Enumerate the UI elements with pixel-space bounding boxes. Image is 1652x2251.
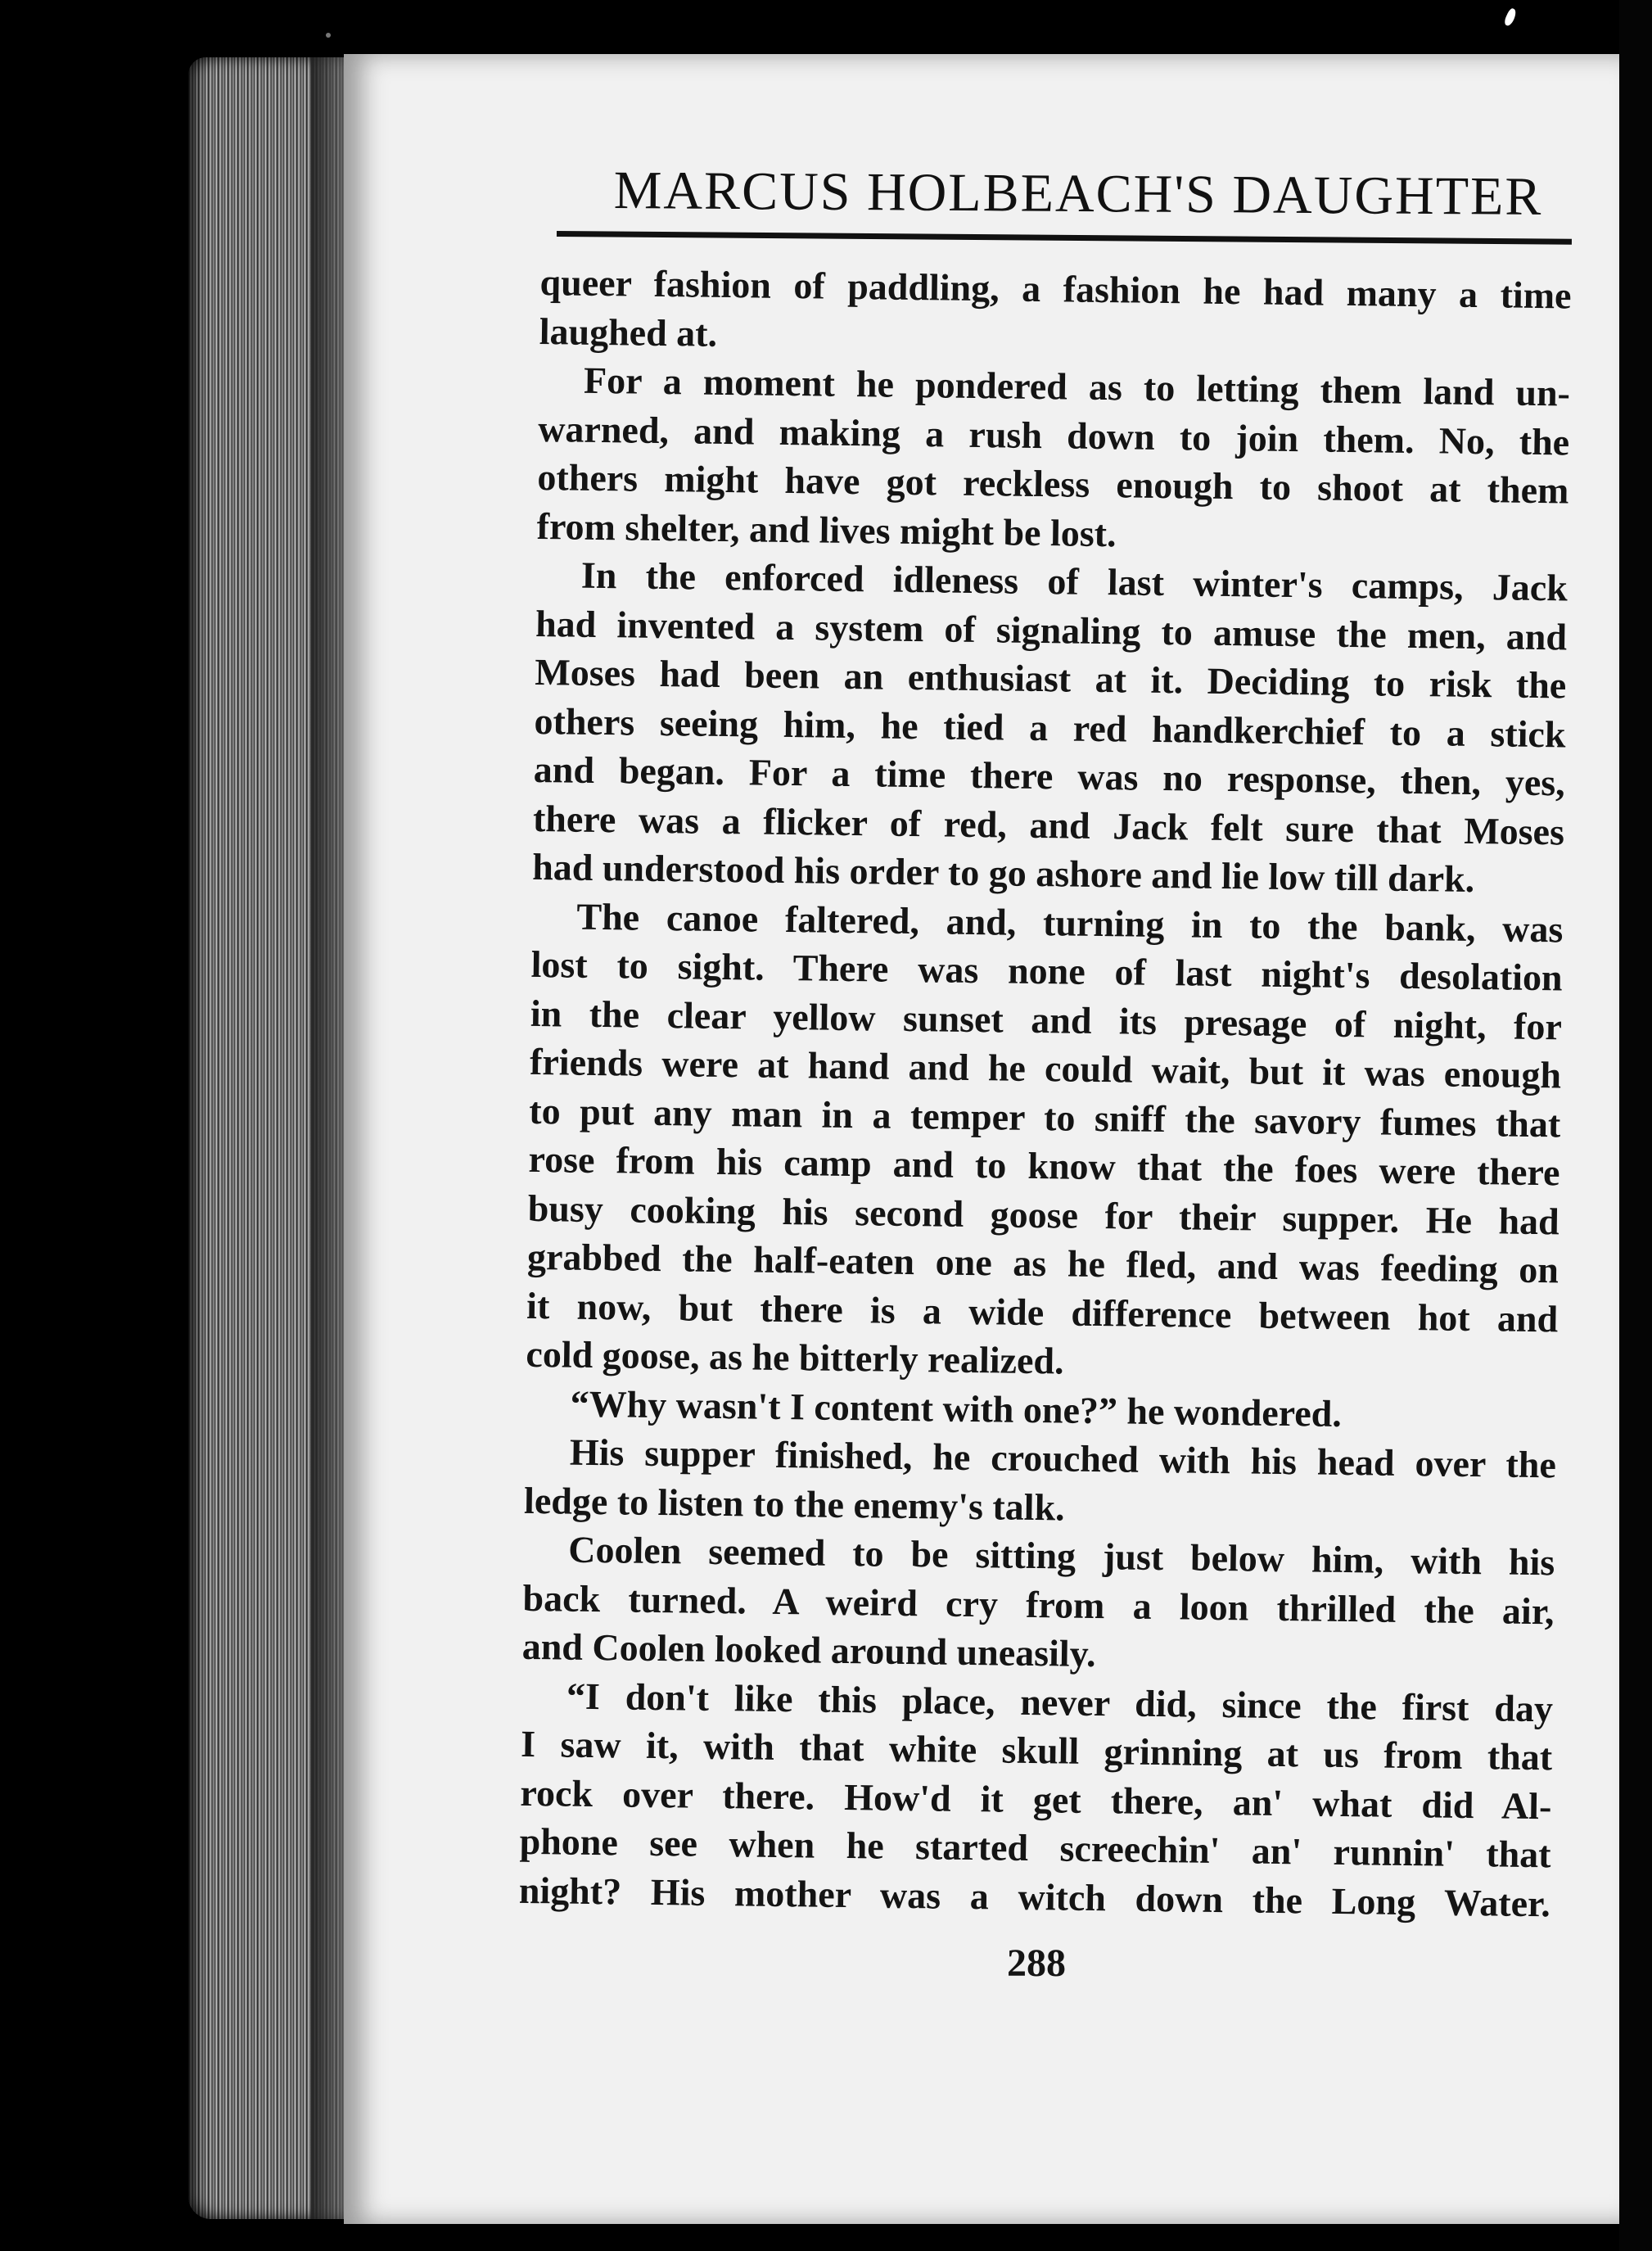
text-line: queer fashion of paddling, a fashion he had many a time [539,260,1572,317]
text-line: The canoe faltered, and, turning in to the bank, was [576,895,1564,950]
text-line: lost to sight. There was none of last night's desolation [530,942,1563,999]
body-text [519,258,1572,1928]
text-line: For a moment he pondered as to letting them land un- [583,359,1571,414]
text-line: in the clear yellow sunset and its presage of night, for [530,992,1563,1047]
text-line: and Coolen looked around uneasily. [521,1625,1096,1675]
text-line: had invented a system of signaling to amuse the men, and [535,602,1568,658]
text-line: Coolen seemed to be sitting just below him, with his [568,1528,1555,1584]
text-line: I saw it, with that white skull grinning at us from that [520,1722,1553,1779]
text-line: phone see when he started screechin' an' runnin' that [519,1819,1551,1876]
running-head: MARCUS HOLBEACH'S DAUGHTER [613,160,1543,227]
scan-speck [326,33,331,38]
text-line: rock over there. How'd it get there, an' what did Al- [520,1771,1552,1827]
text-line: grabbed the half-eaten one as he fled, and was feeding on [526,1235,1559,1291]
text-line: busy cooking his second goose for their supper. He had [527,1187,1560,1242]
text-line: had understood his order to go ashore and lie low till dark. [531,845,1475,901]
scan-frame-right [1619,0,1652,2251]
scan-speck [1503,7,1518,27]
text-line: night? His mother was a witch down the Long Water. [518,1869,1551,1924]
page-number: 288 [1007,1941,1066,1985]
text-line: friends were at hand and he could wait, but it was enough [529,1040,1562,1096]
text-line: there was a flicker of red, and Jack felt sure that Moses [532,797,1565,852]
text-line: others seeing him, he tied a red handkerchief to a stick [534,699,1566,755]
text-line: rose from his camp and to know that the foes were there [528,1137,1560,1194]
text-line: warned, and making a rush down to join them. No, the [537,407,1570,463]
text-line: and began. For a time there was no response, then, yes, [533,748,1566,804]
text-line: laughed at. [539,310,718,355]
text-line: others might have got reckless enough to shoot at them [537,455,1569,512]
text-line: cold goose, as he bitterly realized. [526,1332,1064,1382]
text-line: His supper finished, he crouched with his head over the [569,1431,1557,1486]
text-line: back turned. A weird cry from a loon thrilled the air, [522,1576,1555,1632]
text-line: “I don't like this place, never did, since the first day [566,1675,1554,1729]
text-line: to put any man in a temper to sniff the savory fumes that [529,1089,1561,1145]
text-line: Moses had been an enthusiast at it. Deciding to risk the [535,650,1567,707]
text-line: from shelter, and lives might be lost. [536,504,1117,554]
text-line: “Why wasn't I content with one?” he wondered. [570,1382,1343,1435]
text-line: ledge to listen to the enemy's talk. [523,1479,1065,1529]
text-line: it now, but there is a wide difference between hot and [526,1284,1559,1340]
text-line: In the enforced idleness of last winter's camps, Jack [580,554,1568,609]
